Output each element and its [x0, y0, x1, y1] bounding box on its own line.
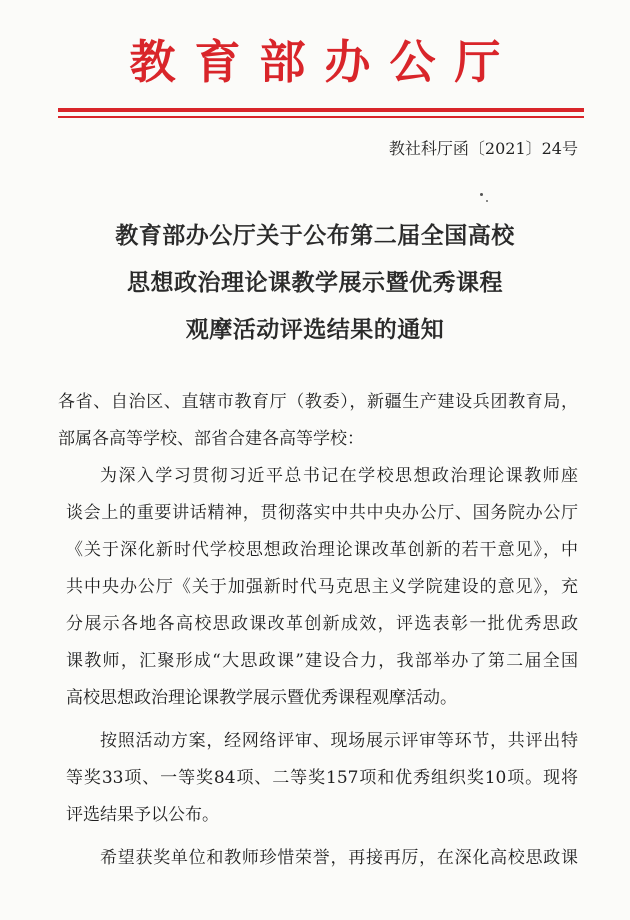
red-separator-thin: [58, 116, 584, 118]
paragraph-1-line-2: 谈会上的重要讲话精神，贯彻落实中共中央办公厅、国务院办公厅: [66, 503, 578, 523]
paragraph-3-line-1: 希望获奖单位和教师珍惜荣誉，再接再厉，在深化高校思政课: [100, 848, 578, 868]
document-number: 教社科厅函〔2021〕24号: [388, 139, 578, 158]
title-line-1: 教育部办公厅关于公布第二届全国高校: [115, 222, 515, 249]
scan-speck: [486, 200, 488, 202]
paragraph-1-line-3: 《关于深化新时代学校思想政治理论课改革创新的若干意见》，中: [66, 540, 578, 560]
paragraph-2-line-1: 按照活动方案，经网络评审、现场展示评审等环节，共评出特: [100, 731, 578, 751]
scan-speck: [480, 193, 483, 196]
notice-body: [58, 384, 578, 877]
red-separator-thick: [58, 108, 584, 112]
notice-title: [0, 212, 630, 353]
title-line-2: 思想政治理论课教学展示暨优秀课程: [127, 269, 503, 296]
paragraph-1-line-1: 为深入学习贯彻习近平总书记在学校思想政治理论课教师座: [100, 466, 578, 486]
issuing-organization-header: 教育部办公厅: [129, 35, 520, 89]
paragraph-1-line-6: 课教师，汇聚形成“大思政课”建设合力，我部举办了第二届全国: [66, 651, 578, 671]
title-line-3: 观摩活动评选结果的通知: [185, 316, 445, 343]
paragraph-1-line-7: 高校思想政治理论课教学展示暨优秀课程观摩活动。: [66, 688, 457, 708]
addressee-line-2: 部属各高等学校、部省合建各高等学校：: [58, 429, 364, 449]
paragraph-2-line-3: 评选结果予以公布。: [66, 805, 219, 825]
paragraph-2-line-2: 等奖33项、一等奖84项、二等奖157项和优秀组织奖10项。现将: [66, 768, 578, 788]
paragraph-1-line-5: 分展示各地各高校思政课改革创新成效，评选表彰一批优秀思政: [66, 614, 578, 634]
paragraph-1-line-4: 共中央办公厅《关于加强新时代马克思主义学院建设的意见》，充: [66, 577, 578, 597]
addressee-line-1: 各省、自治区、直辖市教育厅（教委），新疆生产建设兵团教育局，: [58, 392, 578, 412]
